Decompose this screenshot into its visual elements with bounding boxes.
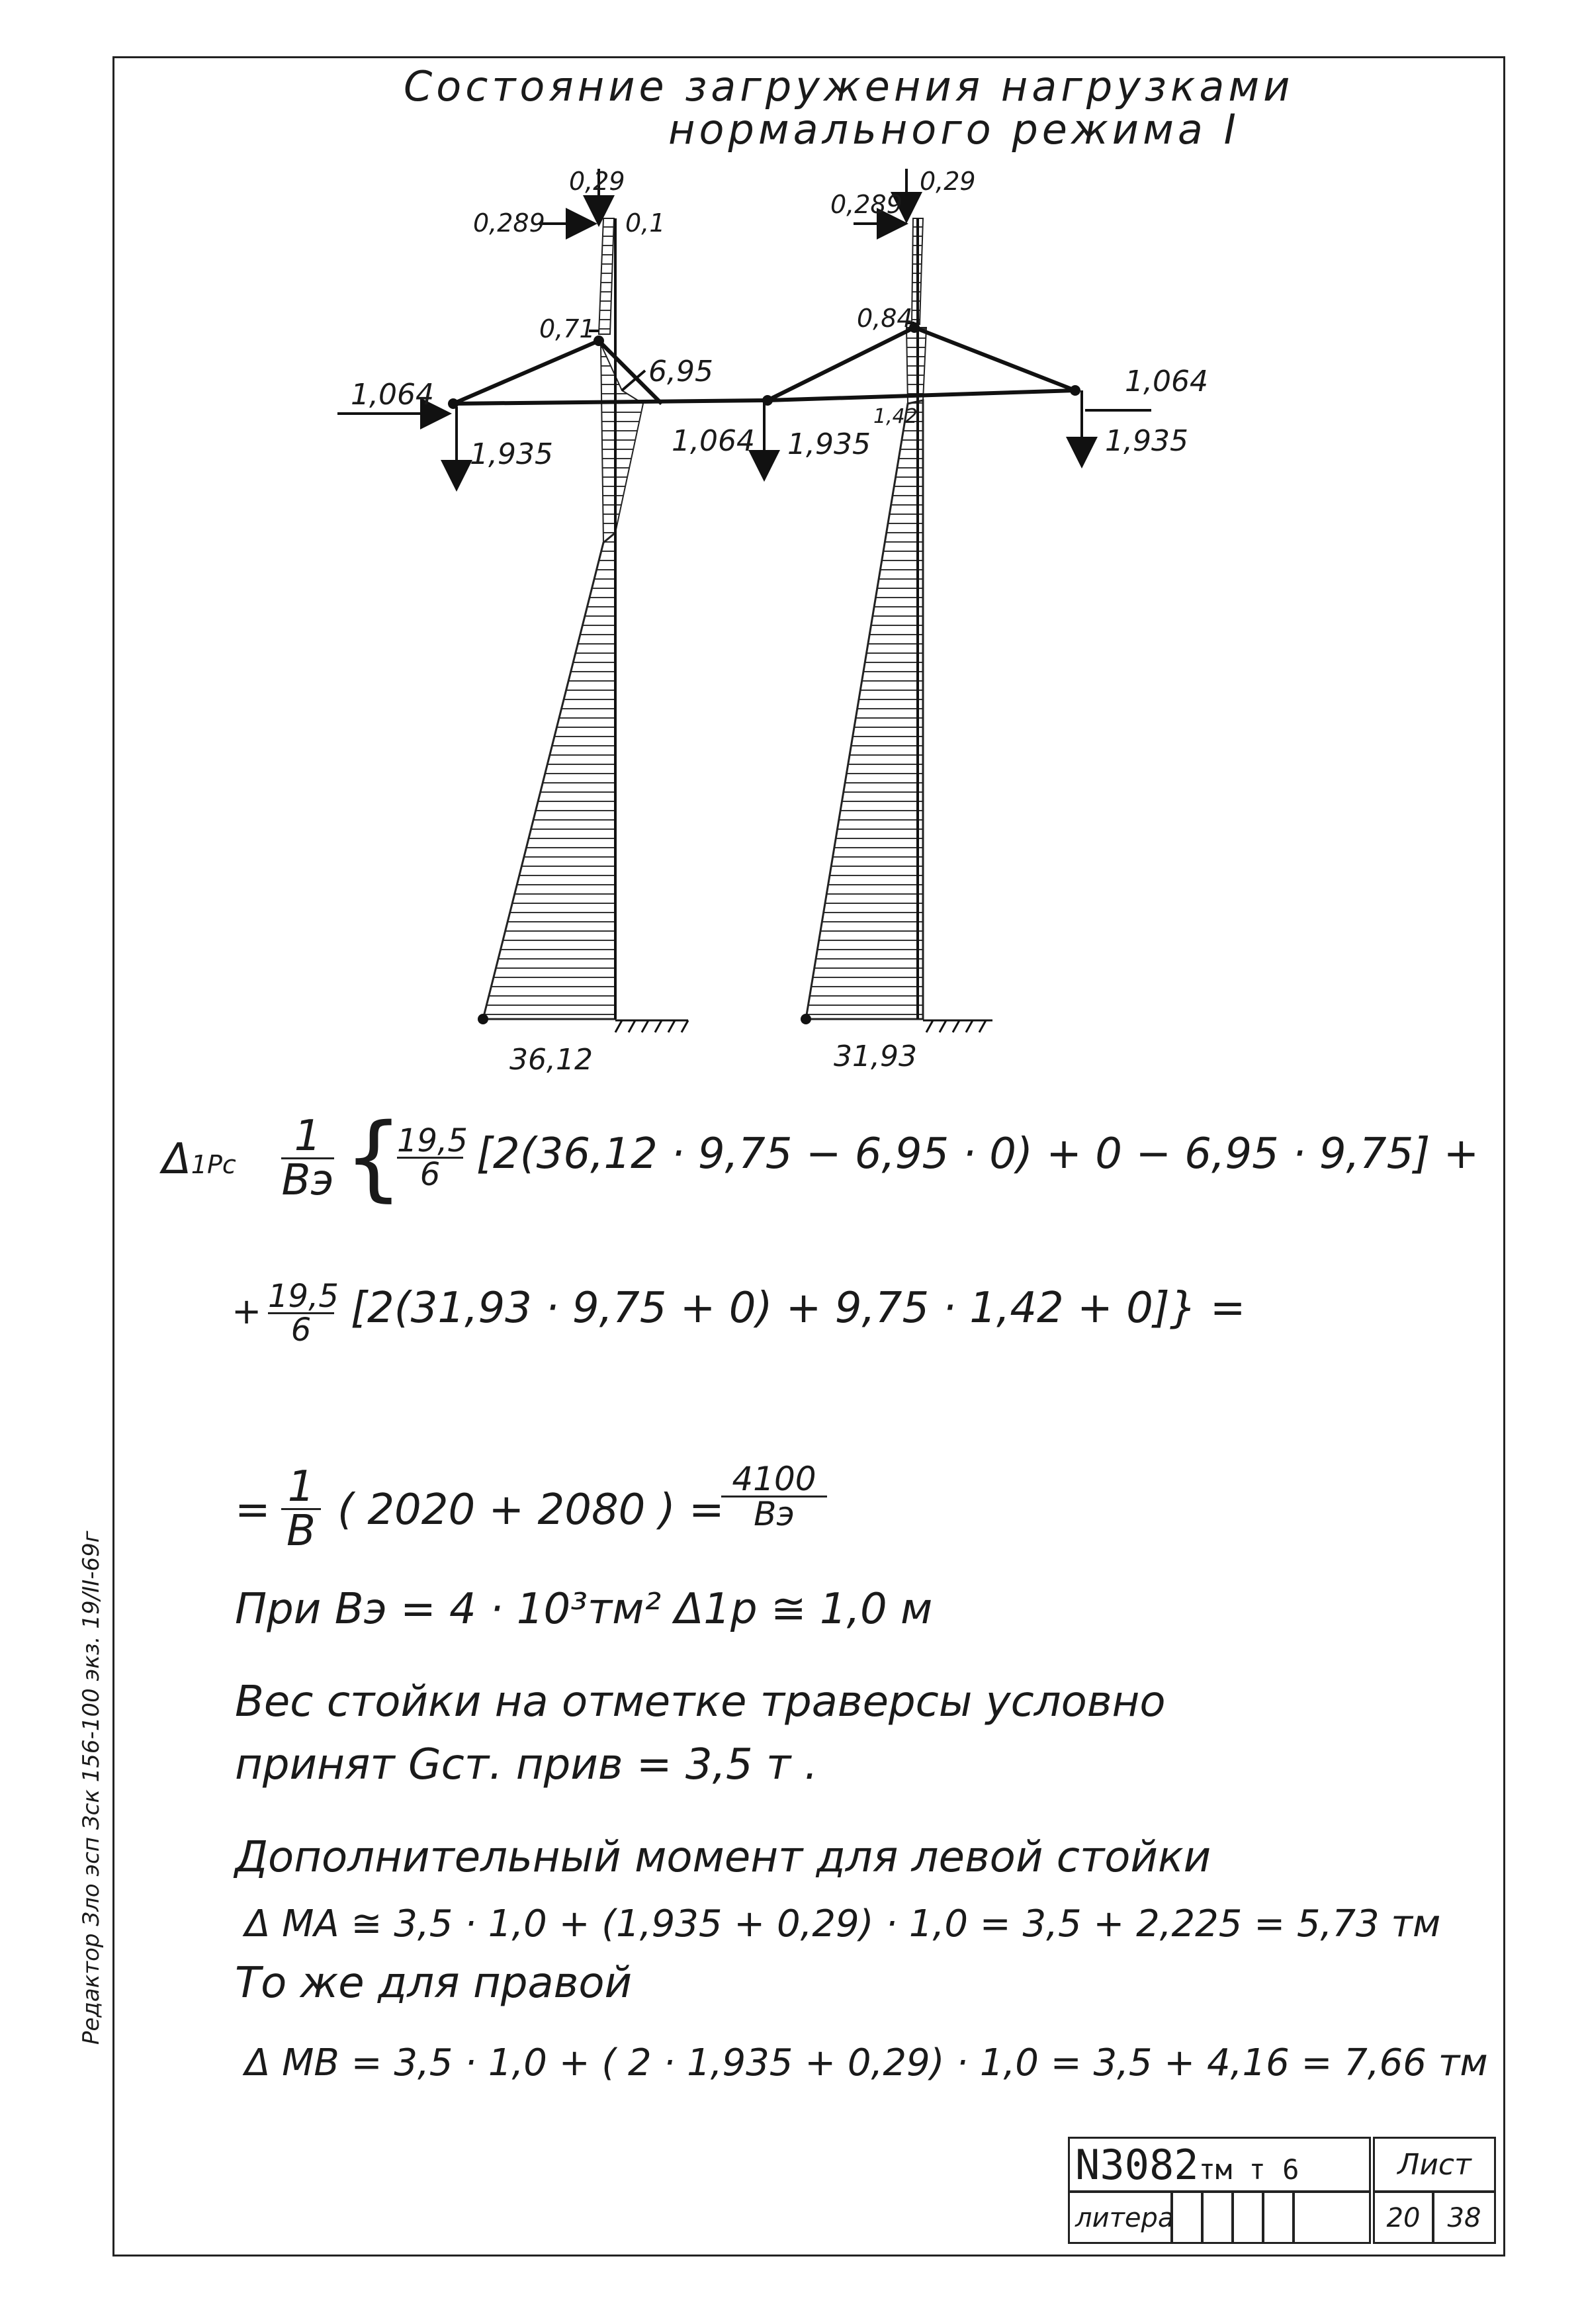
sheet-total: 38 — [1432, 2191, 1496, 2244]
eq1-body: [2(36,12 · 9,75 − 6,95 · 0) + 0 − 6,95 · 9,75] + — [476, 1130, 1479, 1179]
label-right-top-h: 0,289 — [830, 190, 902, 219]
label-left-top-h: 0,289 — [473, 208, 545, 238]
text2: принят Gст. прив = 3,5 т . — [235, 1740, 818, 1789]
eq3-frac-lhs: 1 B — [281, 1466, 321, 1552]
title-line-2: нормального режима I — [668, 105, 1240, 154]
label-mid-v-force: 1,935 — [787, 427, 871, 461]
eq3-frac-res: 4100 Bэ — [721, 1462, 827, 1531]
eq1-brace: { — [344, 1104, 404, 1212]
right-moment-diagram — [806, 218, 926, 1019]
title-block — [1065, 2134, 1499, 2247]
label-left-top-moment: 0,1 — [625, 208, 666, 238]
eq2-coef: 19,5 6 — [268, 1278, 339, 1349]
litera-cell — [1262, 2191, 1294, 2244]
eq1-coef: 19,5 6 — [397, 1122, 468, 1193]
label-left-top-v: 0,29 — [569, 167, 625, 196]
litera-cell — [1293, 2191, 1371, 2244]
litera-cell — [1171, 2191, 1203, 2244]
label-left-cross: 6,95 — [648, 355, 713, 388]
label-right-h-force: 1,064 — [1125, 365, 1208, 398]
litera-label: литера — [1068, 2191, 1172, 2244]
eq3-eq: = — [235, 1486, 271, 1535]
load-diagram — [0, 0, 1582, 1125]
label-right-top-v: 0,29 — [920, 167, 976, 196]
eq1-frac: 1 Bэ — [281, 1112, 334, 1205]
title-line-1: Состояние загружения нагрузками — [404, 62, 1294, 111]
eq2-plus: + — [232, 1290, 262, 1332]
eq1-delta: Δ1Pc — [162, 1135, 236, 1184]
label-left-h-force: 1,064 — [351, 378, 434, 412]
label-right-v-force: 1,935 — [1105, 424, 1188, 458]
sheet-number: 20 — [1373, 2191, 1434, 2244]
text3: Дополнительный момент для левой стойки — [235, 1833, 1211, 1882]
label-left-joint: 0,71 — [539, 314, 595, 343]
eq2-body: [2(31,93 · 9,75 + 0) + 9,75 · 1,42 + 0]} = — [351, 1284, 1246, 1333]
label-right-low: 1,42 — [873, 405, 918, 428]
litera-cell — [1202, 2191, 1233, 2244]
litera-cell — [1232, 2191, 1264, 2244]
eq5: Δ MA ≅ 3,5 · 1,0 + (1,935 + 0,29) · 1,0 = 3,5 + 2,225 = 5,73 тм — [245, 1902, 1441, 1945]
label-right-joint: 0,84 — [857, 304, 913, 333]
doc-code: N3082тм т 6 — [1068, 2137, 1371, 2192]
label-left-v-force: 1,935 — [470, 437, 553, 471]
text1: Вес стойки на отметке траверсы условно — [235, 1677, 1166, 1726]
label-mid-h-force: 1,064 — [672, 424, 755, 458]
eq6: Δ MB = 3,5 · 1,0 + ( 2 · 1,935 + 0,29) · 1,0 = 3,5 + 4,16 = 7,66 тм — [245, 2041, 1488, 2084]
text4: То же для правой — [235, 1959, 633, 2008]
label-left-base: 36,12 — [509, 1043, 593, 1077]
eq3-body: ( 2020 + 2080 ) = — [337, 1486, 725, 1535]
label-right-base: 31,93 — [834, 1040, 917, 1073]
sidebar-note: Редактор Зло эсп Зск 156-100 экз. 19/II-69г — [78, 1531, 105, 2045]
eq4: При Bэ = 4 · 10³тм² Δ1p ≅ 1,0 м — [235, 1585, 933, 1634]
sheet-label: Лист — [1373, 2137, 1496, 2192]
